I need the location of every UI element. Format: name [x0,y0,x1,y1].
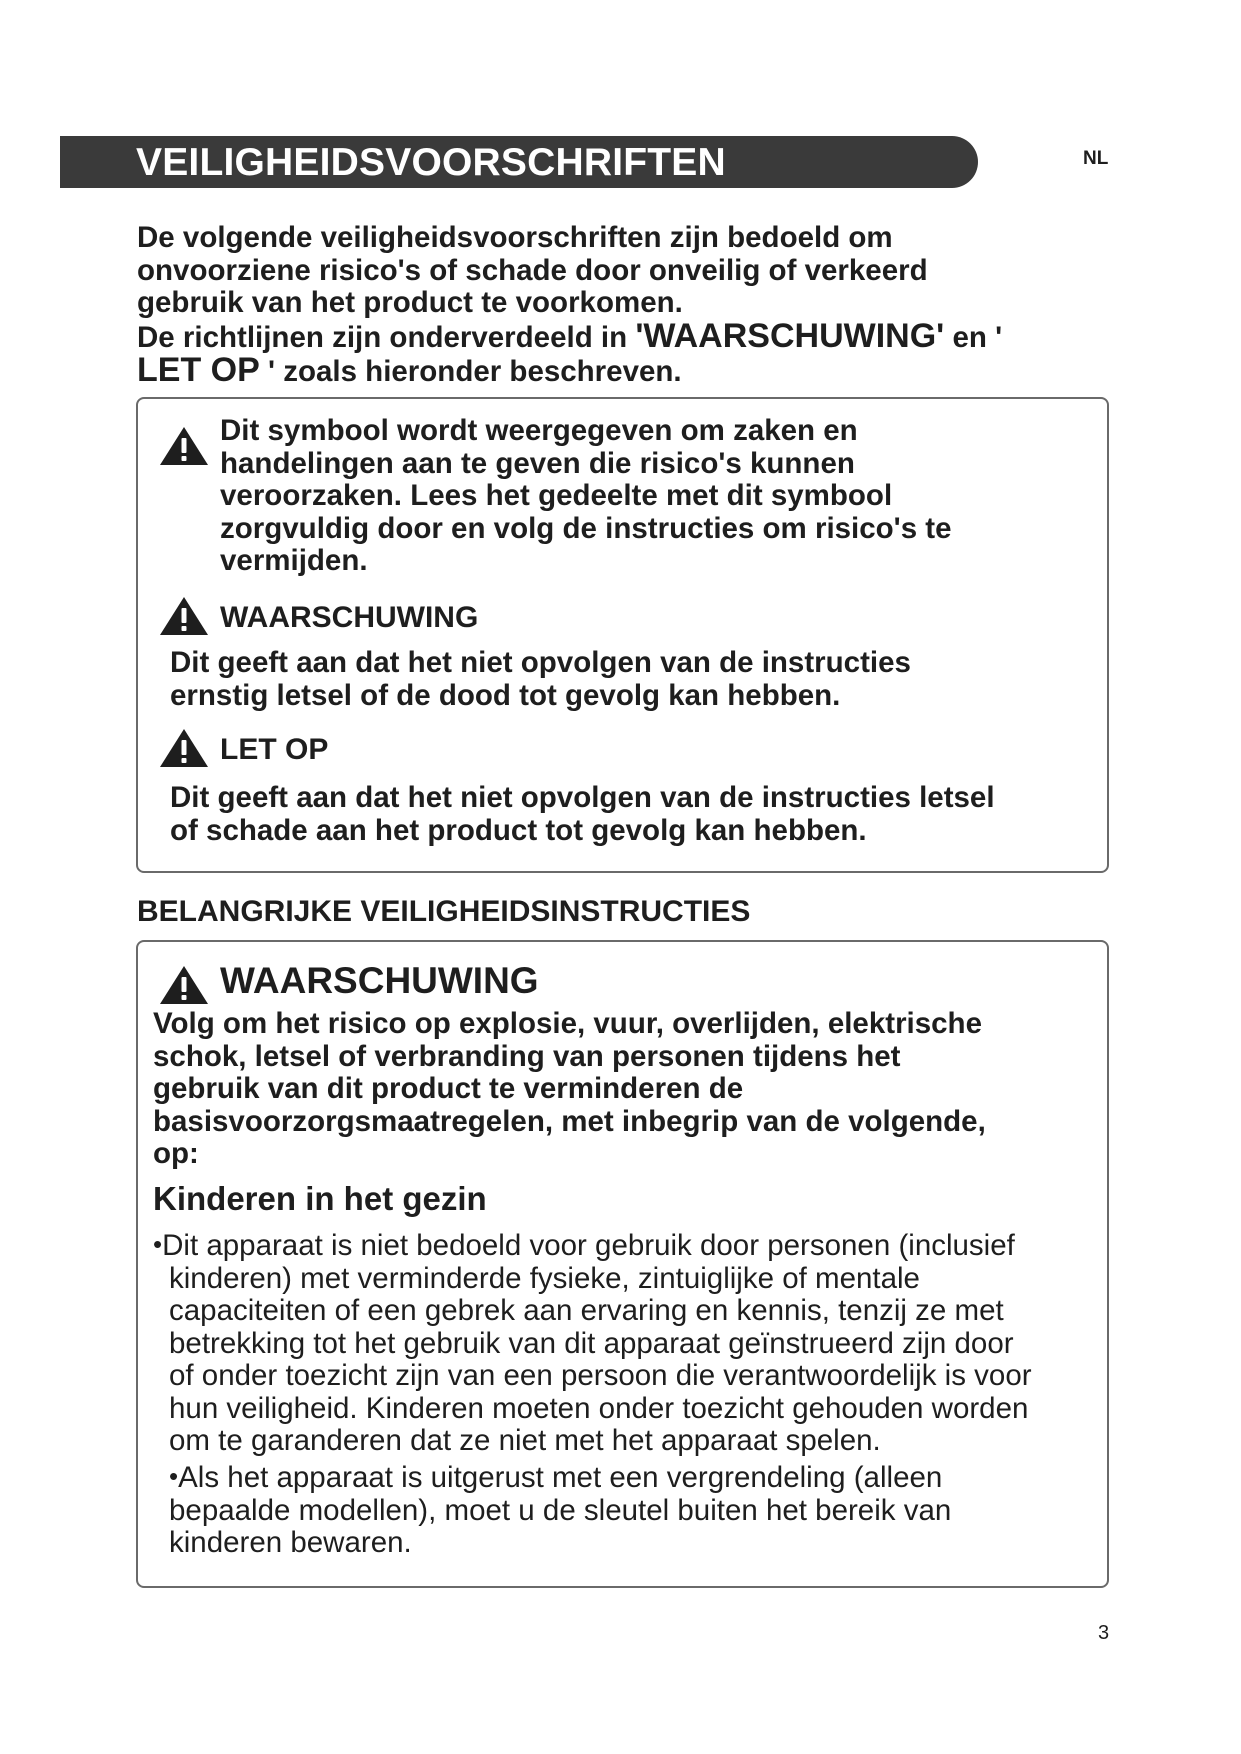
text-line [169,1460,951,1495]
bullet-text: Als het apparaat is uitgerust met een vergrendeling (alleen [178,1461,943,1494]
text-line: zorgvuldig door en volg de instructies om risico's te [220,511,952,545]
intro-line: De volgende veiligheidsvoorschriften zijn bedoeld om [137,221,893,254]
text-line: betrekking tot het gebruik van dit apparaat geïnstrueerd zijn door [169,1326,1014,1360]
language-code: NL [1083,148,1109,169]
text-line: veroorzaken. Lees het gedeelte met dit symbool [220,479,893,512]
text-line: vermijden. [220,544,368,577]
warning-paragraph [153,1008,986,1171]
intro-paragraph [137,222,1127,389]
text-line [153,1228,1032,1263]
text-line: Dit geeft aan dat het niet opvolgen van de instructies letsel [170,781,995,814]
text-line: om te garanderen dat ze niet met het apparaat spelen. [169,1424,881,1457]
intro-warning-term: 'WAARSCHUWING' [635,316,945,355]
text-line: Volg om het risico op explosie, vuur, overlijden, elektrische [153,1007,982,1040]
intro-text: en ' [944,320,1003,354]
bullet-icon: • [153,1229,163,1259]
section-heading: BELANGRIJKE VEILIGHEIDSINSTRUCTIES [137,895,751,928]
text-line: Dit symbool wordt weergegeven om zaken en [220,414,858,447]
warning-triangle-icon [158,727,210,769]
warning-triangle-icon [158,964,210,1006]
list-item [153,1228,1032,1458]
subheading-children: Kinderen in het gezin [153,1180,487,1217]
text-line: hun veiligheid. Kinderen moeten onder toezicht gehouden worden [169,1391,1029,1425]
caution-label: LET OP [220,733,329,766]
important-instructions-box [136,940,1109,1588]
text-line: bepaalde modellen), moet u de sleutel buiten het bereik van [169,1493,952,1527]
page-number: 3 [1098,1622,1110,1644]
page-title: VEILIGHEIDSVOORSCHRIFTEN [136,141,726,184]
caution-description [170,782,995,847]
text-line: handelingen aan te geven die risico's kunnen [220,446,855,480]
text-line: kinderen) met verminderde fysieke, zintuiglijke of mentale [169,1261,920,1295]
intro-text: ' zoals hieronder beschreven. [259,355,682,388]
header-bar [60,136,978,188]
bullet-text: Dit apparaat is niet bedoeld voor gebruik door personen (inclusief [162,1229,1015,1262]
text-line: op: [153,1137,199,1170]
text-line: Dit geeft aan dat het niet opvolgen van de instructies [170,646,911,679]
intro-text: De richtlijnen zijn onderverdeeld in [137,320,636,354]
warning-description [170,647,911,712]
bullet-icon: • [169,1461,179,1491]
warning-triangle-icon [158,595,210,637]
text-line: kinderen bewaren. [169,1526,412,1559]
intro-caution-term: LET OP [137,351,260,389]
intro-line [137,316,1127,355]
text-line: ernstig letsel of de dood tot gevolg kan hebben. [170,678,841,712]
text-line: capaciteiten of een gebrek aan ervaring en kennis, tenzij ze met [169,1294,1004,1327]
intro-line [137,351,1127,389]
text-line: basisvoorzorgsmaatregelen, met inbegrip van de volgende, [153,1104,986,1138]
intro-line: onvoorziene risico's of schade door onveilig of verkeerd [137,253,928,287]
text-line: of schade aan het product tot gevolg kan hebben. [170,813,867,847]
symbol-description [220,415,952,578]
intro-line: gebruik van het product te voorkomen. [137,286,683,319]
warning-label: WAARSCHUWING [220,601,479,634]
list-item [169,1460,951,1560]
text-line: schok, letsel of verbranding van personen tijdens het [153,1039,901,1073]
warning-heading: WAARSCHUWING [220,960,539,1001]
warning-triangle-icon [158,425,210,467]
symbol-explanation-box [136,397,1109,873]
text-line: gebruik van dit product te verminderen de [153,1072,744,1105]
text-line: of onder toezicht zijn van een persoon die verantwoordelijk is voor [169,1359,1032,1392]
